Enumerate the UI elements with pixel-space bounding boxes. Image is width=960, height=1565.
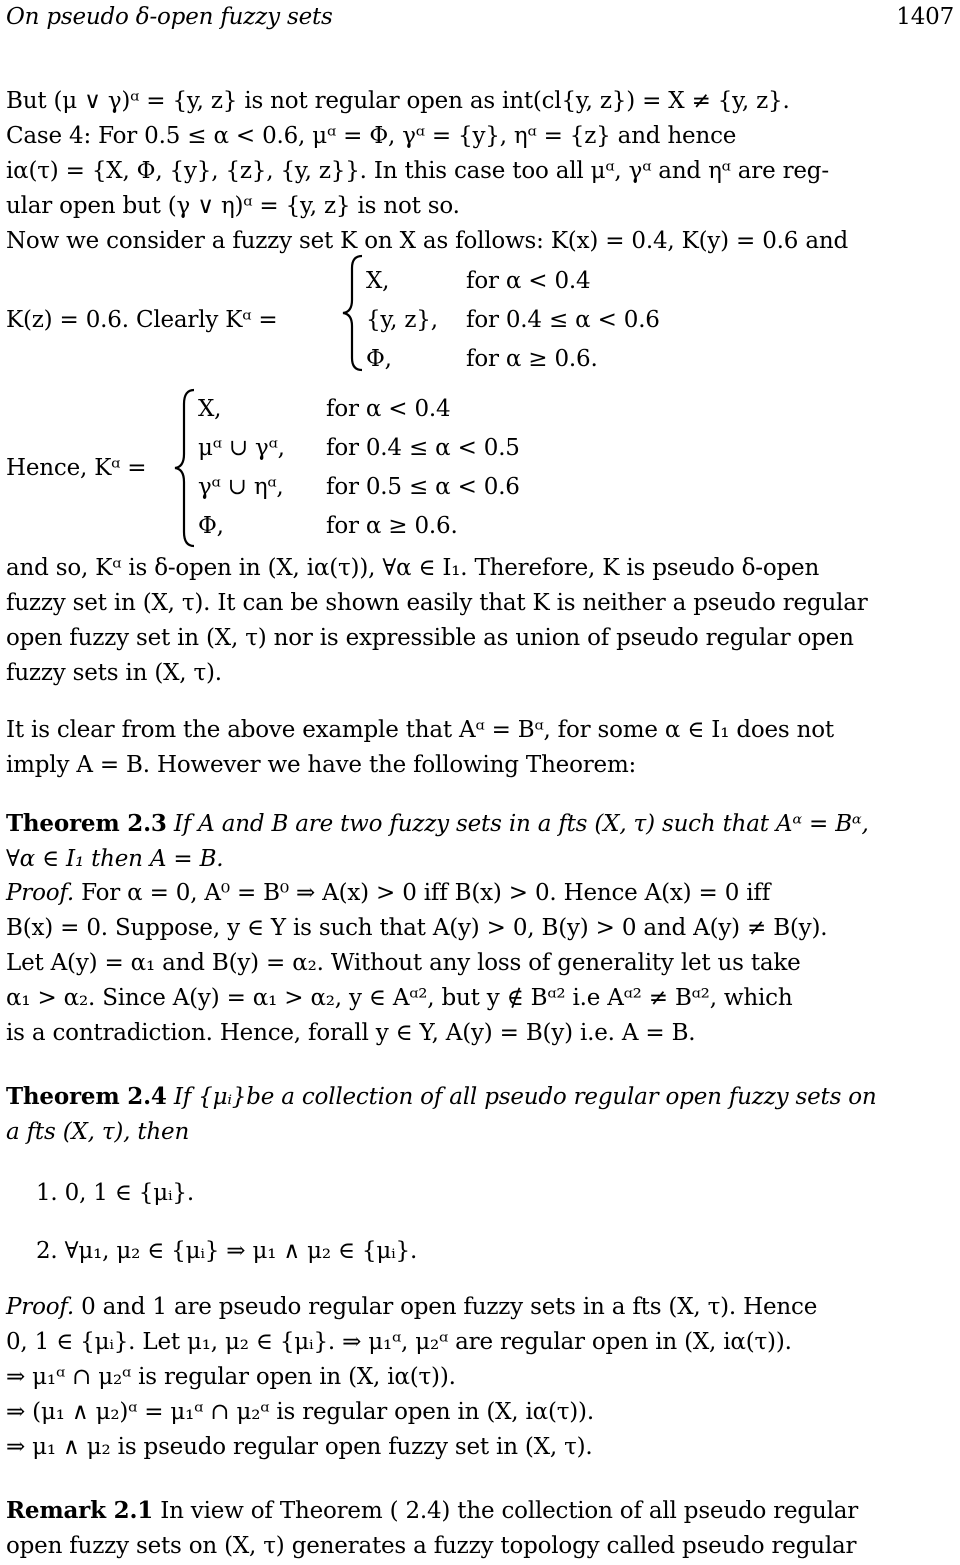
remark-heading: Remark 2.1 [6, 1497, 154, 1524]
theorem-text: If {μᵢ}be a collection of all pseudo regular open fuzzy sets on [173, 1084, 877, 1110]
case-value: Φ, [198, 513, 224, 539]
remark-text: In view of Theorem ( 2.4) the collection of all pseudo regular [160, 1498, 859, 1524]
text-line: and so, Kᵅ is δ-open in (X, iα(τ)), ∀α ∈ I₁. Therefore, K is pseudo δ-open [6, 555, 820, 581]
case-condition: for 0.5 ≤ α < 0.6 [326, 474, 520, 500]
text-line: Now we consider a fuzzy set K on X as follows: K(x) = 0.4, K(y) = 0.6 and [6, 228, 848, 254]
proof-text: For α = 0, A⁰ = B⁰ ⇒ A(x) > 0 iff B(x) > 0. Hence A(x) = 0 iff [81, 880, 771, 906]
proof-line: ⇒ μ₁ ∧ μ₂ is pseudo regular open fuzzy set in (X, τ). [6, 1434, 593, 1460]
case-value: X, [198, 396, 222, 422]
case-condition: for α ≥ 0.6. [466, 346, 598, 372]
proof-line: Let A(y) = α₁ and B(y) = α₂. Without any loss of generality let us take [6, 950, 801, 976]
remark-text: open fuzzy sets on (X, τ) generates a fuzzy topology called pseudo regular [6, 1533, 857, 1559]
text-line: K(z) = 0.6. Clearly Kᵅ = [6, 307, 278, 333]
theorem-statement [6, 809, 869, 839]
proof-heading: Proof. [6, 880, 74, 906]
text-line: Hence, Kᵅ = [6, 455, 147, 481]
case-condition: for α ≥ 0.6. [326, 513, 458, 539]
proof-line: B(x) = 0. Suppose, y ∈ Y is such that A(y) > 0, B(y) > 0 and A(y) ≠ B(y). [6, 915, 828, 941]
theorem-heading: Theorem 2.3 [6, 810, 167, 837]
proof-line: ⇒ μ₁ᵅ ∩ μ₂ᵅ is regular open in (X, iα(τ)). [6, 1364, 456, 1390]
case-value: γᵅ ∪ ηᵅ, [198, 474, 284, 500]
text-line: iα(τ) = {X, Φ, {y}, {z}, {y, z}}. In this case too all μᵅ, γᵅ and ηᵅ are reg- [6, 158, 829, 184]
case-condition: for 0.4 ≤ α < 0.6 [466, 307, 660, 333]
theorem-text: a fts (X, τ), then [6, 1119, 190, 1145]
running-title: On pseudo δ-open fuzzy sets [6, 4, 333, 30]
text-line: ular open but (γ ∨ η)ᵅ = {y, z} is not so. [6, 193, 460, 219]
theorem-text: If A and B are two fuzzy sets in a fts (X, τ) such that Aᵅ = Bᵅ, [173, 811, 869, 837]
proof-line: α₁ > α₂. Since A(y) = α₁ > α₂, y ∈ Aᵅ², but y ∉ Bᵅ² i.e Aᵅ² ≠ Bᵅ², which [6, 985, 793, 1011]
list-item: 1. 0, 1 ∈ {μᵢ}. [36, 1180, 194, 1206]
left-brace-icon [340, 254, 366, 372]
left-brace-icon [172, 388, 198, 548]
proof-line: ⇒ (μ₁ ∧ μ₂)ᵅ = μ₁ᵅ ∩ μ₂ᵅ is regular open in (X, iα(τ)). [6, 1399, 594, 1425]
page-number: 1407 [896, 4, 954, 30]
case-value: Φ, [366, 346, 392, 372]
case-condition: for α < 0.4 [326, 396, 451, 422]
text-line: fuzzy sets in (X, τ). [6, 660, 222, 686]
text-line: fuzzy set in (X, τ). It can be shown easily that K is neither a pseudo regular [6, 590, 868, 616]
proof-line: 0, 1 ∈ {μᵢ}. Let μ₁, μ₂ ∈ {μᵢ}. ⇒ μ₁ᵅ, μ₂ᵅ are regular open in (X, iα(τ)). [6, 1329, 792, 1355]
case-value: μᵅ ∪ γᵅ, [198, 435, 285, 461]
text-line: But (μ ∨ γ)ᵅ = {y, z} is not regular open as int(cl{y, z}) = X ≠ {y, z}. [6, 88, 790, 114]
text-line: open fuzzy set in (X, τ) nor is expressible as union of pseudo regular open [6, 625, 854, 651]
proof-line [6, 878, 770, 908]
case-condition: for α < 0.4 [466, 268, 591, 294]
case-value: {y, z}, [366, 307, 438, 333]
proof-line: is a contradiction. Hence, forall y ∈ Y, A(y) = B(y) i.e. A = B. [6, 1020, 696, 1046]
list-item: 2. ∀μ₁, μ₂ ∈ {μᵢ} ⇒ μ₁ ∧ μ₂ ∈ {μᵢ}. [36, 1238, 418, 1264]
theorem-heading: Theorem 2.4 [6, 1083, 167, 1110]
text-line: Case 4: For 0.5 ≤ α < 0.6, μᵅ = Φ, γᵅ = {y}, ηᵅ = {z} and hence [6, 123, 737, 149]
proof-text: 0 and 1 are pseudo regular open fuzzy sets in a fts (X, τ). Hence [81, 1294, 818, 1320]
text-line: imply A = B. However we have the following Theorem: [6, 752, 637, 778]
proof-line [6, 1292, 817, 1322]
theorem-text: ∀α ∈ I₁ then A = B. [6, 846, 224, 872]
case-value: X, [366, 268, 390, 294]
theorem-statement [6, 1082, 877, 1112]
text-line: It is clear from the above example that Aᵅ = Bᵅ, for some α ∈ I₁ does not [6, 717, 834, 743]
proof-heading: Proof. [6, 1294, 74, 1320]
case-condition: for 0.4 ≤ α < 0.5 [326, 435, 520, 461]
remark-statement [6, 1496, 858, 1526]
